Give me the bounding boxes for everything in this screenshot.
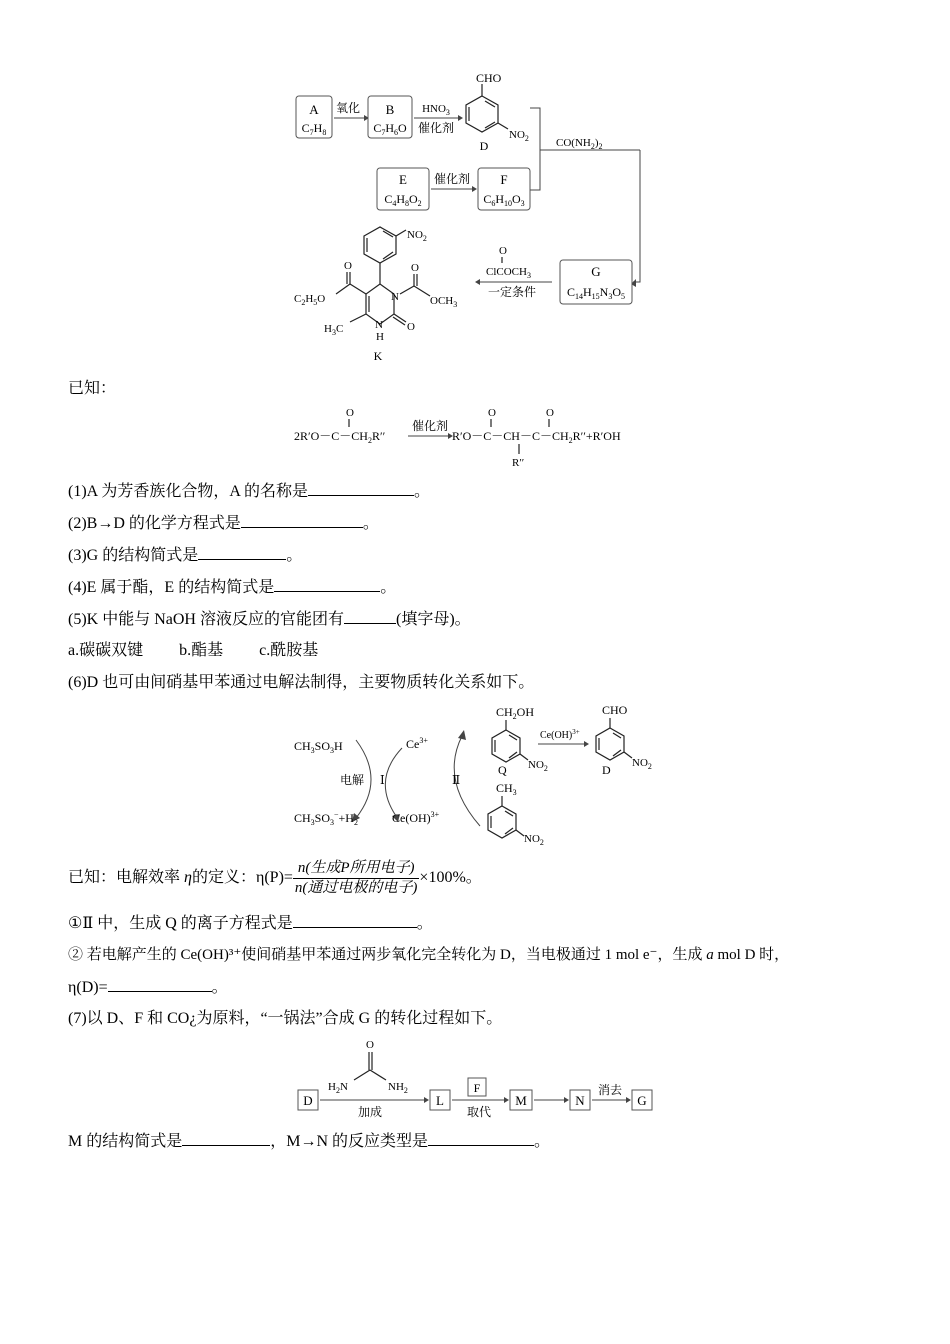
K-c2h5o: $C_2H_5O$ — [294, 293, 326, 307]
K-nh: N — [375, 319, 383, 331]
K-n: N — [391, 291, 399, 303]
ch2oh-label: $CH_2OH$ — [496, 705, 535, 721]
q-label: Q — [498, 763, 507, 777]
known-r-sub: R′′ — [512, 457, 525, 469]
K-o3: O — [407, 321, 415, 333]
answer-blank-6-2[interactable] — [108, 976, 212, 992]
K-o2: O — [411, 262, 419, 274]
answer-blank-2[interactable] — [241, 512, 363, 528]
ceoh-arrow-label: Ce(OH)$^{3+}$ — [540, 728, 580, 741]
q-no2: $NO_2$ — [528, 759, 548, 773]
question-6-1: ①Ⅱ 中，生成 Q 的离子方程式是 。 — [68, 912, 433, 935]
box-M: M — [515, 1093, 527, 1108]
condition-label: 一定条件 — [487, 285, 537, 299]
toluene-no2: $NO_2$ — [524, 833, 544, 846]
jiacheng-label: 加成 — [357, 1105, 383, 1119]
known-left: $2R'O-C-CH_2R''$ — [294, 429, 386, 445]
d-no2-label: $NO_2$ — [632, 757, 652, 771]
box-L: L — [436, 1093, 444, 1108]
oxidation-label: 氧化 — [335, 101, 361, 115]
question-4: (4)E 属于酯，E 的结构简式是 。 — [68, 576, 396, 599]
known-o-2: O — [488, 407, 496, 419]
reagent-label: ClCOCH$_3$ — [486, 266, 531, 280]
A-label: A — [309, 102, 319, 117]
known-catalyst: 催化剂 — [411, 419, 449, 433]
step-I-label: Ⅰ — [380, 773, 385, 787]
answer-blank-6-1[interactable] — [293, 912, 417, 928]
ce3-label: $Ce^{3+}$ — [406, 736, 428, 751]
dianjie-label: 电解 — [340, 773, 365, 787]
K-no2: $NO_2$ — [407, 229, 427, 243]
question-6: (6)D 也可由间硝基甲苯通过电解法制得，主要物质转化关系如下。 — [68, 674, 535, 691]
answer-blank-8-2[interactable] — [428, 1130, 534, 1146]
d-label: D — [602, 763, 611, 777]
K-o1: O — [344, 260, 352, 272]
ceoh-label: Ce(OH)$^{3+}$ — [392, 810, 440, 825]
question-1: (1)A 为芳香族化合物，A 的名称是 。 — [68, 480, 430, 503]
known-o-1: O — [346, 407, 354, 419]
electrolysis-figure — [290, 700, 670, 846]
toluene-ch3: $CH_3$ — [496, 781, 517, 797]
one-pot-figure — [290, 1036, 670, 1122]
box-D: D — [303, 1093, 313, 1108]
G-label: G — [591, 264, 601, 279]
B-formula: $C_7H_6O$ — [373, 121, 407, 137]
F-label: F — [500, 172, 508, 187]
K-och3: $OCH_3$ — [430, 295, 458, 309]
known-definition: 已知：电解效率 η的定义：η(P)= $\frac{\text{n(生成P所用电子)}}{\text{n(通过电极的电子)}}$ ×100%。 — [68, 859, 482, 896]
D-cho: CHO — [476, 71, 502, 85]
box-G: G — [637, 1093, 647, 1108]
urea-label: $CO(NH_2)_2$ — [556, 137, 603, 151]
known-right: $R'O-C-CH-C-CH_2R''+R'OH$ — [452, 429, 621, 445]
D-no2: $NO_2$ — [509, 129, 529, 143]
answer-blank-4[interactable] — [274, 576, 380, 592]
E-label: E — [399, 172, 407, 187]
known-label-1: 已知： — [68, 380, 117, 397]
G-formula: $C_{14}H_{15}N_3O_5$ — [566, 285, 626, 301]
reagent-o: O — [499, 245, 507, 257]
option-b[interactable]: b.酯基 — [179, 642, 224, 659]
box-F: F — [473, 1081, 481, 1095]
question-5: (5)K 中能与 NaOH 溶液反应的官能团有 (填字母)。 — [68, 608, 471, 631]
known-reaction-figure — [290, 402, 670, 472]
urea-nh2: $NH_2$ — [388, 1081, 408, 1095]
hno3-label: $HNO_3$ — [422, 103, 450, 117]
question-3: (3)G 的结构简式是 。 — [68, 544, 302, 567]
urea-o: O — [366, 1039, 374, 1051]
option-c[interactable]: c.酰胺基 — [259, 642, 319, 659]
answer-blank-8-1[interactable] — [182, 1130, 270, 1146]
d-cho-label: CHO — [602, 703, 628, 717]
F-formula: $C_6H_{10}O_3$ — [483, 192, 525, 208]
question-8: M 的结构简式是 ，M→N 的反应类型是 。 — [68, 1130, 550, 1153]
synthesis-route-figure — [290, 62, 670, 370]
answer-blank-5[interactable] — [344, 608, 396, 624]
qudai-label: 取代 — [466, 1105, 492, 1119]
question-6-2-answer: η(D)= 。 — [68, 976, 228, 999]
question-5-options — [68, 640, 318, 662]
option-a[interactable]: a.碳碳双键 — [68, 642, 144, 659]
D-label: D — [479, 139, 489, 153]
catalyst-label-1: 催化剂 — [417, 121, 455, 135]
box-N: N — [575, 1093, 585, 1108]
question-7: (7)以 D、F 和 CO¿为原料，“一锅法”合成 G 的转化过程如下。 — [68, 1010, 503, 1027]
B-label: B — [385, 102, 395, 117]
K-h: H — [376, 331, 384, 343]
answer-blank-3[interactable] — [198, 544, 286, 560]
K-label: K — [373, 349, 383, 363]
ch3so3h-label: $CH_3SO_3H$ — [294, 739, 343, 755]
K-h3c: $H_3C$ — [324, 323, 344, 337]
xiaoqu-label: 消去 — [597, 1083, 623, 1097]
E-formula: $C_4H_8O_2$ — [384, 192, 422, 208]
step-II-label: Ⅱ — [452, 773, 461, 787]
catalyst-label-2: 催化剂 — [433, 172, 471, 186]
question-2: (2)B→D 的化学方程式是 。 — [68, 512, 379, 535]
question-6-2: ② 若电解产生的 Ce(OH)³⁺使间硝基甲苯通过两步氧化完全转化为 D，当电极通过 1 mol e⁻，生成 a mol D 时， — [68, 947, 790, 963]
efficiency-fraction: $\frac{\text{n(生成P所用电子)}}{\text{n(通过电极的电子)}}$ — [294, 859, 418, 896]
urea-h2n: $H_2N$ — [328, 1081, 348, 1095]
ch3so3-label: $CH_3SO_3^-+H_2$ — [294, 810, 358, 827]
A-formula: $C_7H_8$ — [301, 121, 327, 137]
answer-blank-1[interactable] — [308, 480, 414, 496]
known-o-3: O — [546, 407, 554, 419]
